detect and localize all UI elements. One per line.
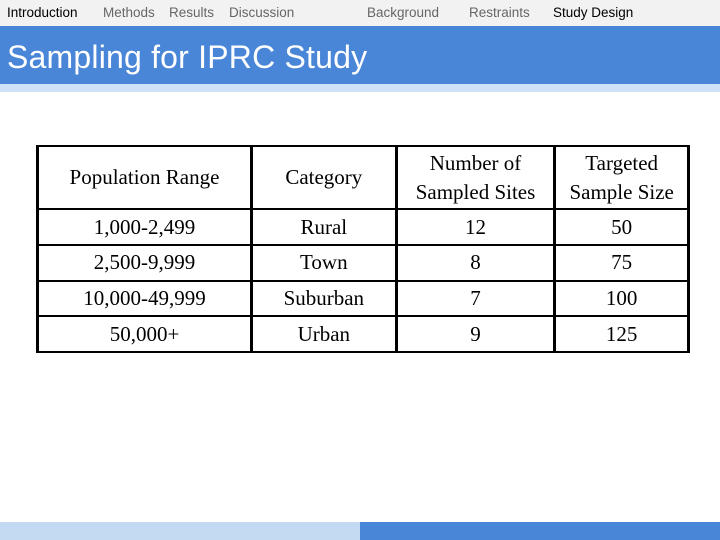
cell-category: Town <box>253 246 395 280</box>
cell-population-range: 1,000-2,499 <box>39 210 250 244</box>
table-row <box>39 246 687 280</box>
table-header-row <box>39 147 687 208</box>
nav-background[interactable]: Background <box>367 5 440 20</box>
nav-bar-left <box>0 0 360 26</box>
cell-sampled-sites: 8 <box>398 246 554 280</box>
cell-sampled-sites: 12 <box>398 210 554 244</box>
cell-sampled-sites: 7 <box>398 282 554 316</box>
header-category: Category <box>253 147 395 208</box>
nav-study-design[interactable]: Study Design <box>553 5 634 20</box>
cell-sample-size: 50 <box>556 210 687 244</box>
table-row <box>39 210 687 244</box>
header-sample-size: Targeted Sample Size <box>556 147 687 208</box>
page-title: Sampling for IPRC Study <box>7 39 368 75</box>
cell-population-range: 2,500-9,999 <box>39 246 250 280</box>
cell-category: Rural <box>253 210 395 244</box>
nav-discussion[interactable]: Discussion <box>229 5 295 20</box>
title-band-stripe <box>0 84 720 92</box>
bottom-bar-right <box>360 522 720 540</box>
sampling-table <box>36 145 690 353</box>
nav-results[interactable]: Results <box>169 5 215 20</box>
cell-category: Urban <box>253 317 395 351</box>
cell-sample-size: 75 <box>556 246 687 280</box>
table-row <box>39 317 687 351</box>
nav-methods[interactable]: Methods <box>103 5 155 20</box>
nav-restraints[interactable]: Restraints <box>469 5 530 20</box>
cell-sampled-sites: 9 <box>398 317 554 351</box>
nav-bar-right <box>360 0 720 26</box>
header-population-range: Population Range <box>39 147 250 208</box>
sampling-table-frame <box>36 145 690 353</box>
header-sampled-sites: Number of Sampled Sites <box>398 147 554 208</box>
cell-sample-size: 100 <box>556 282 687 316</box>
cell-population-range: 10,000-49,999 <box>39 282 250 316</box>
cell-category: Suburban <box>253 282 395 316</box>
cell-population-range: 50,000+ <box>39 317 250 351</box>
cell-sample-size: 125 <box>556 317 687 351</box>
nav-introduction[interactable]: Introduction <box>7 5 78 20</box>
table-row <box>39 282 687 316</box>
bottom-bar-left <box>0 522 360 540</box>
